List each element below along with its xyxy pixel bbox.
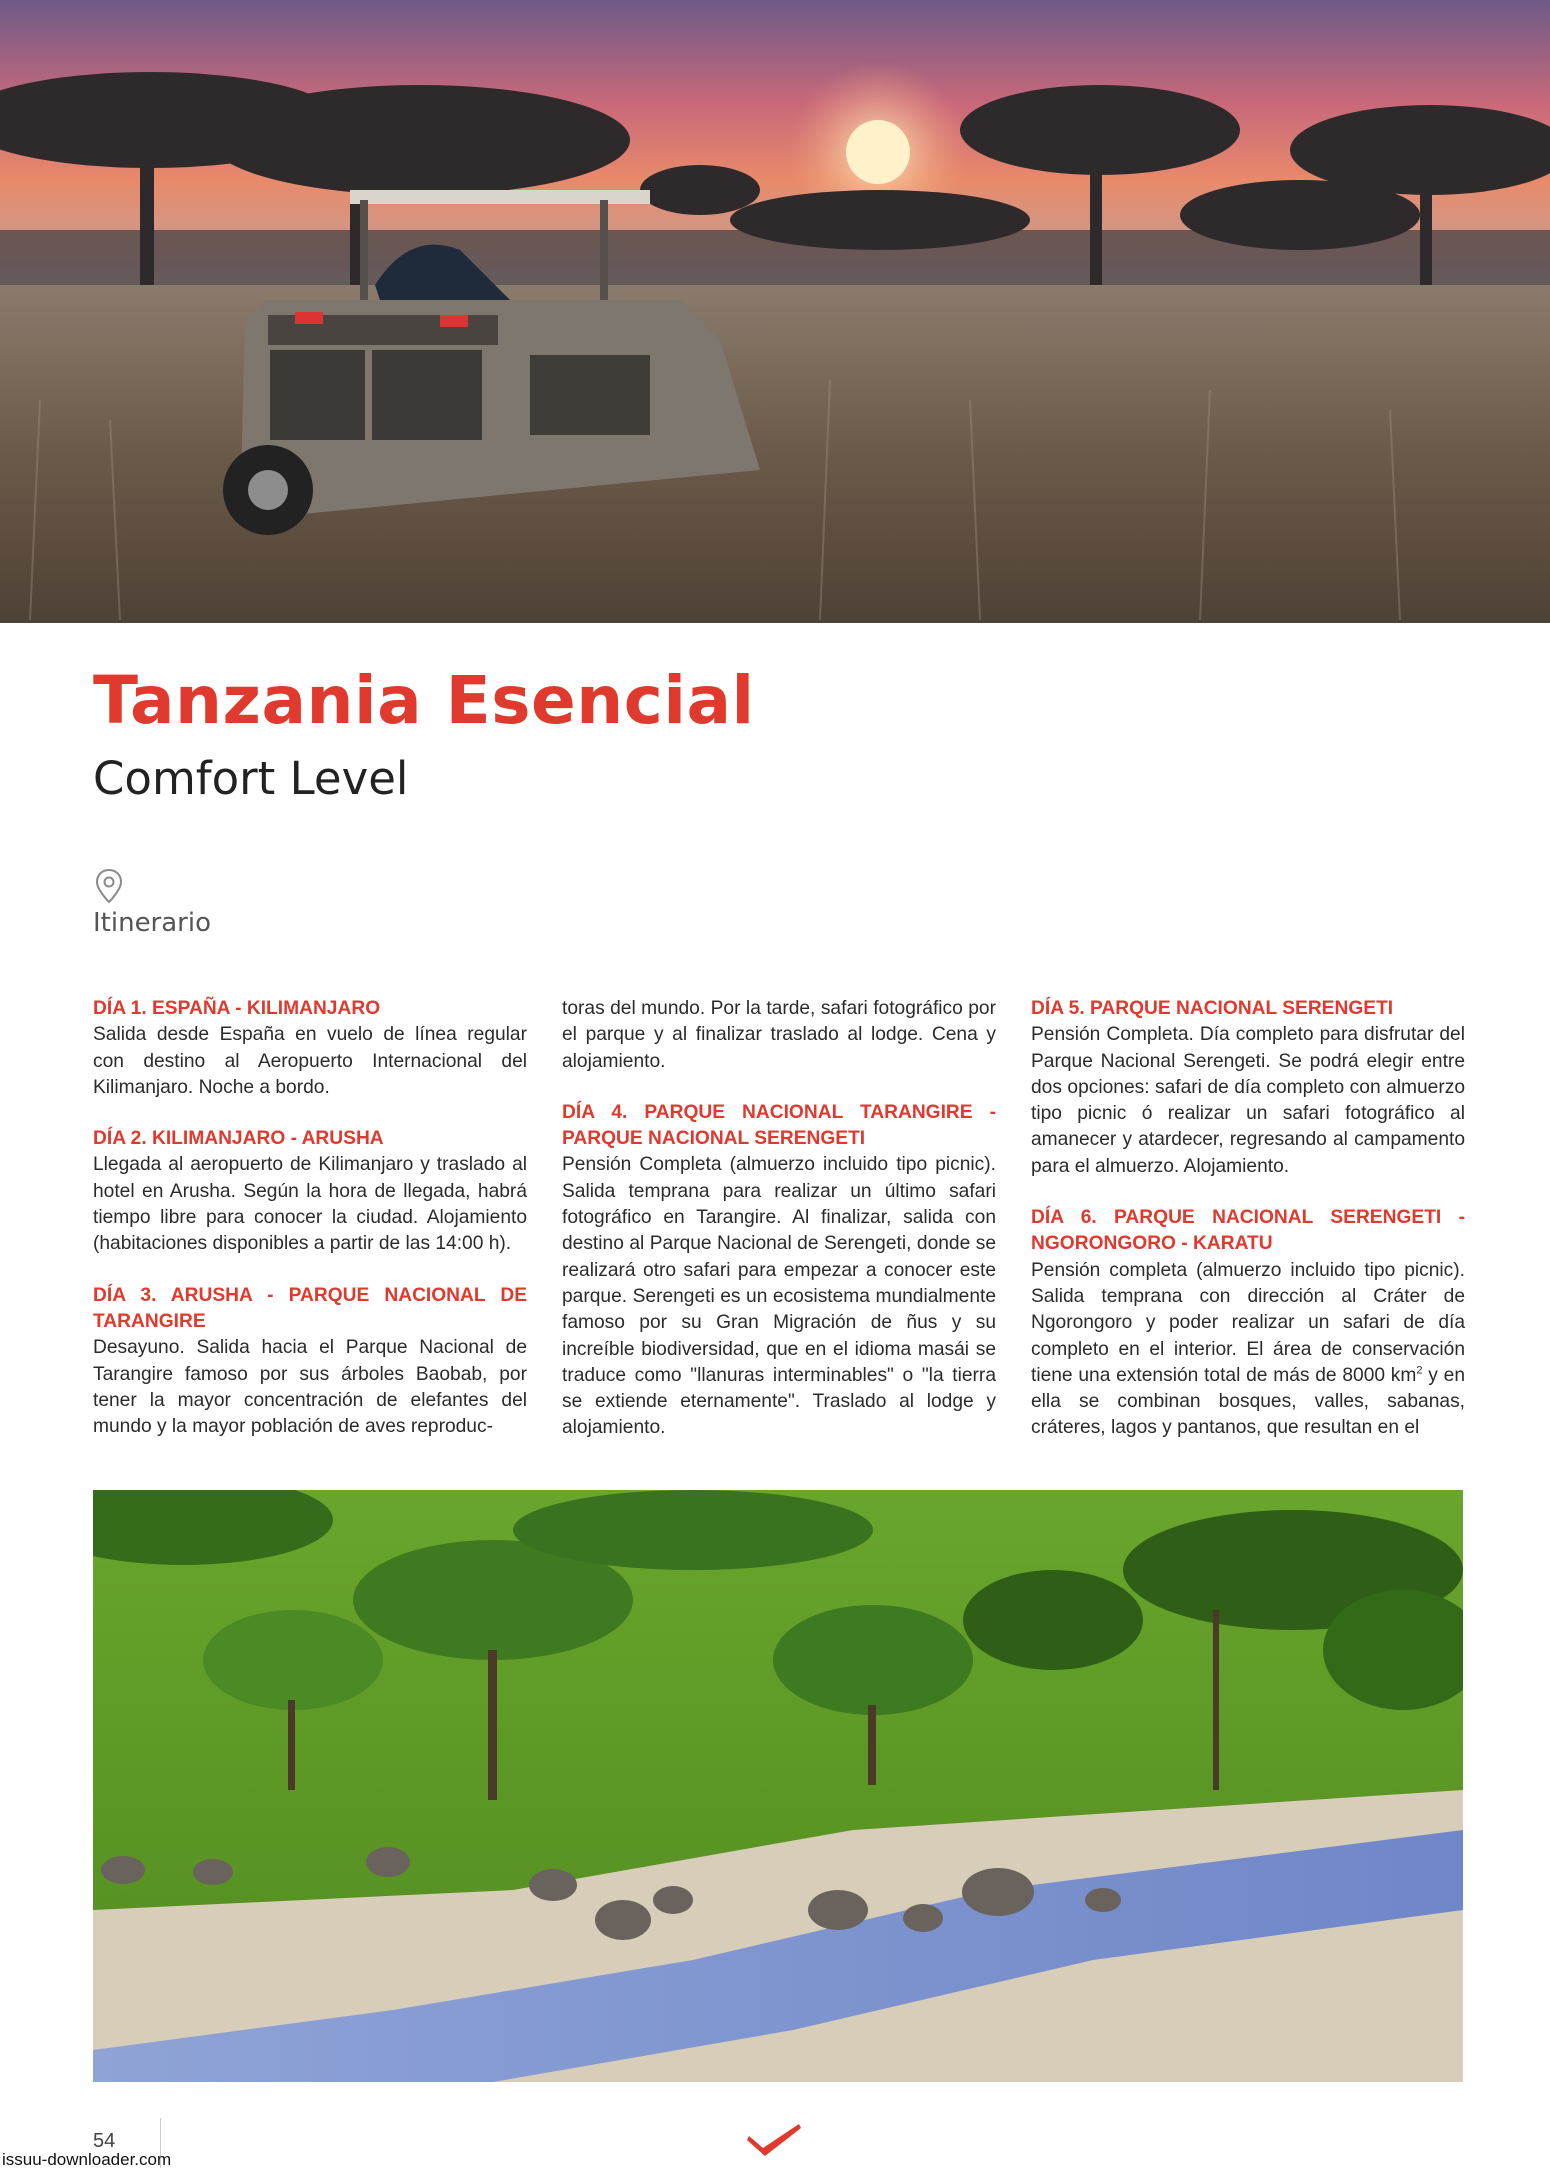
day-3-title: DÍA 3. ARUSHA - PARQUE NACIONAL DE TARANGIRE [93, 1284, 527, 1332]
page-number: 54 [93, 2130, 116, 2152]
watermark-text: issuu-downloader.com [2, 2150, 172, 2169]
itinerary-label: Itinerario [93, 908, 212, 938]
location-pin-icon [94, 868, 124, 904]
itinerary-column-1 [93, 996, 527, 1465]
day-4-body: Pensión Completa (almuerzo incluido tipo picnic). Salida temprana para realizar un último safari fotográfico en Tarangire. Al finalizar, salida con destino al Parque Nacional de Serengeti, donde se realizará otro safari para empezar a conocer este parque. Serengeti es un ecosistema mundialmente famoso por su Gran Migración de ñus y su increíble biodiversidad, que en el idioma masái se traduce como "llanuras interminables" o "la tierra se extiende eternamente". Traslado al lodge y alojamiento. [562, 1154, 996, 1439]
day-5-body: Pensión Completa. Día completo para disfrutar del Parque Nacional Serengeti. Se podrá elegir entre dos opciones: safari de día completo con almuerzo tipo picnic ó realizar un safari fotográfico al amanecer y atardecer, regresando al campamento para el almuerzo. Alojamiento. [1031, 1024, 1465, 1177]
brand-checkmark-logo-icon [745, 2118, 805, 2158]
day-2-body: Llegada al aeropuerto de Kilimanjaro y traslado al hotel en Arusha. Según la hora de llegada, habrá tiempo libre para conocer la ciudad. Alojamiento (habitaciones disponibles a partir de las 14:00 h). [93, 1154, 527, 1255]
hero-photo [0, 0, 1550, 623]
day-6-body [1031, 1258, 1465, 1442]
landscape-photo [93, 1490, 1463, 2082]
day-3-body-continued: toras del mundo. Por la tarde, safari fotográfico por el parque y al finalizar traslado al lodge. Cena y alojamiento. [562, 998, 996, 1072]
page-subtitle: Comfort Level [93, 752, 409, 805]
page-title: Tanzania Esencial [93, 662, 755, 739]
day-6-body-text-cont: y en ella se combinan bosques, valles, sabanas, cráteres, lagos y pantanos, que resultan en el [1031, 1364, 1465, 1439]
day-4-title: DÍA 4. PARQUE NACIONAL TARANGIRE - PARQUE NACIONAL SERENGETI [562, 1101, 996, 1150]
day-6-body-text: Pensión completa (almuerzo incluido tipo picnic). Salida temprana con dirección al Cráter de Ngorongoro y poder realizar un safari de día completo en el interior. El área de conservación tiene una extensión total de más de 8000 km [1031, 1259, 1465, 1386]
sunset-safari-illustration [0, 0, 1550, 623]
day-1-title: DÍA 1. ESPAÑA - KILIMANJARO [93, 998, 381, 1019]
day-3-body: Desayuno. Salida hacia el Parque Nacional de Tarangire famoso por sus árboles Baobab, por tener la mayor concentración de elefantes del mundo y la mayor población de aves reproduc- [93, 1337, 527, 1438]
km2-superscript: 2 [1416, 1364, 1423, 1377]
itinerary-column-3 [1031, 996, 1465, 1467]
day-2-title: DÍA 2. KILIMANJARO - ARUSHA [93, 1128, 384, 1150]
day-1-body: Salida desde España en vuelo de línea regular con destino al Aeropuerto Internacional del Kilimanjaro. Noche a bordo. [93, 1024, 527, 1098]
sun-shape [846, 120, 910, 184]
itinerary-column-2 [562, 996, 996, 1467]
day-5-title: DÍA 5. PARQUE NACIONAL SERENGETI [1031, 998, 1394, 1019]
elephants-river-illustration [93, 1490, 1463, 2082]
day-6-title: DÍA 6. PARQUE NACIONAL SERENGETI - NGORONGORO - KARATU [1031, 1207, 1465, 1255]
